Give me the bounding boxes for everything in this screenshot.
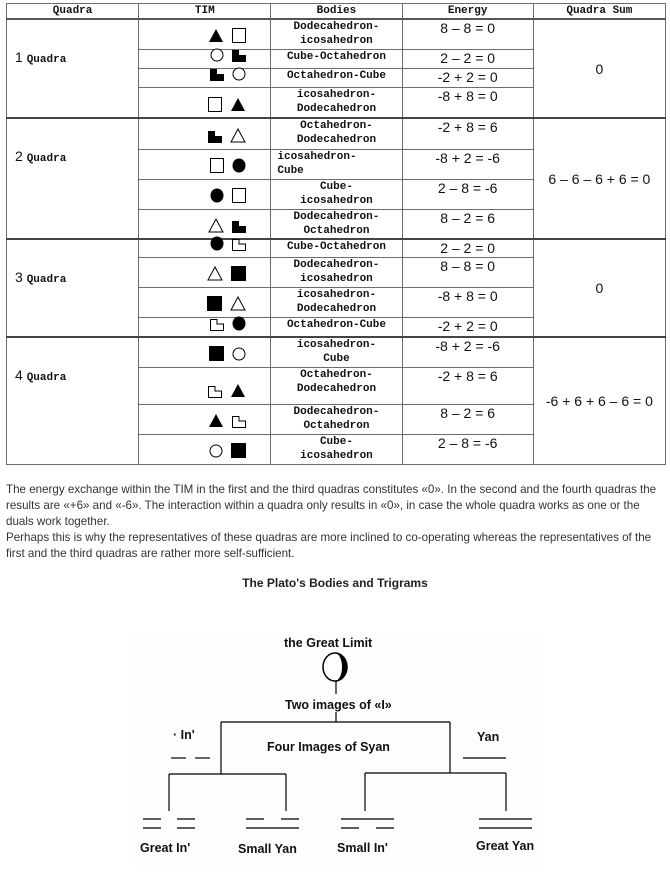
bodies-cell xyxy=(271,87,402,118)
square-filled-icon xyxy=(231,443,246,463)
bodies-cell xyxy=(271,287,402,317)
energy-cell: -8 + 2 = -6 xyxy=(402,337,533,367)
bodies-text: icosahedron xyxy=(300,272,373,285)
circle-outline-icon xyxy=(210,48,224,67)
tim-cell xyxy=(139,404,271,434)
bodies-text: icosahedron- xyxy=(296,88,377,101)
leaf-label-small-yan: Small Yan xyxy=(238,842,297,856)
bodies-text: icosahedron- xyxy=(296,288,377,301)
bodies-cell xyxy=(271,239,402,257)
bodies-cell xyxy=(271,149,402,179)
header-energy: Energy xyxy=(402,4,533,20)
energy-cell: 8 – 8 = 0 xyxy=(402,257,533,287)
header-quadra: Quadra xyxy=(7,4,139,20)
table-header-row xyxy=(7,4,666,20)
table-row xyxy=(7,337,666,367)
bodies-text: Dodecahedron- xyxy=(293,258,380,271)
square-filled-icon xyxy=(231,266,246,286)
quadra-label: Quadra xyxy=(26,274,67,286)
L-outline-icon xyxy=(232,238,246,256)
L-outline-icon xyxy=(208,385,222,403)
bodies-cell xyxy=(271,209,402,239)
trigram-diagram xyxy=(134,634,544,866)
bodies-text: Dodecahedron- xyxy=(293,210,380,223)
bodies-text: icosahedron xyxy=(300,35,373,47)
quadra-sum-cell: 0 xyxy=(533,239,665,337)
bodies-text: icosahedron xyxy=(300,194,373,207)
tim-cell xyxy=(139,239,271,257)
great-limit-moon-icon xyxy=(323,653,347,681)
bodies-text: Octahedron-Cube xyxy=(286,69,386,82)
bodies-cell xyxy=(271,49,402,68)
square-filled-icon xyxy=(207,296,222,316)
energy-cell: 8 – 8 = 0 xyxy=(402,19,533,49)
quadra-label: Quadra xyxy=(26,372,67,384)
energy-cell: -8 + 2 = -6 xyxy=(402,149,533,179)
quadra-name-cell xyxy=(7,19,139,118)
header-tim: TIM xyxy=(139,4,271,20)
yan-label: Yan xyxy=(477,730,500,744)
tim-cell xyxy=(139,337,271,367)
circle-filled-icon xyxy=(232,158,246,178)
table-row xyxy=(7,19,666,49)
tim-cell xyxy=(139,19,271,49)
bodies-cell xyxy=(271,317,402,337)
energy-cell: -2 + 2 = 0 xyxy=(402,68,533,87)
quadra-label: Quadra xyxy=(26,153,67,165)
tim-cell xyxy=(139,434,271,464)
circle-outline-icon xyxy=(232,67,246,86)
bodies-text: icosahedron xyxy=(300,449,373,462)
L-filled-icon xyxy=(210,68,224,86)
two-images-label: Two images of «I» xyxy=(285,698,392,712)
header-quadra-sum: Quadra Sum xyxy=(533,4,665,20)
bodies-text: Dodecahedron xyxy=(296,134,377,146)
bodies-cell xyxy=(271,337,402,367)
table-row xyxy=(7,118,666,149)
bodies-text: icosahedron- xyxy=(277,150,357,163)
quadra-sum-cell: 6 – 6 – 6 + 6 = 0 xyxy=(533,118,665,239)
tim-cell xyxy=(139,87,271,118)
energy-cell: 2 – 2 = 0 xyxy=(402,49,533,68)
bodies-text: Cube-Octahedron xyxy=(286,241,386,253)
square-outline-icon xyxy=(232,188,246,208)
circle-outline-icon xyxy=(209,444,223,463)
bodies-cell xyxy=(271,19,402,49)
quadra-label: Quadra xyxy=(26,54,67,66)
tim-cell xyxy=(139,287,271,317)
triangle-filled-icon xyxy=(230,383,246,403)
L-filled-icon xyxy=(232,220,246,238)
triangle-outline-icon xyxy=(230,296,246,316)
bodies-text: Octahedron xyxy=(303,419,370,432)
leaf-label-small-in: Small In' xyxy=(337,841,388,855)
tim-cell xyxy=(139,257,271,287)
tim-cell xyxy=(139,179,271,209)
energy-cell: -2 + 8 = 6 xyxy=(402,367,533,404)
four-images-label: Four Images of Syan xyxy=(267,740,390,754)
L-outline-icon xyxy=(232,415,246,433)
quadra-sum-cell: 0 xyxy=(533,19,665,118)
bodies-text: Cube-Octahedron xyxy=(286,50,386,63)
great-limit-label: the Great Limit xyxy=(284,636,373,650)
tim-cell xyxy=(139,149,271,179)
bodies-cell xyxy=(271,118,402,149)
circle-filled-icon xyxy=(210,188,224,208)
bodies-cell xyxy=(271,68,402,87)
great-in-trigram-icon xyxy=(143,819,195,828)
energy-cell: -8 + 8 = 0 xyxy=(402,87,533,118)
bodies-cell xyxy=(271,257,402,287)
triangle-outline-icon xyxy=(207,266,223,286)
circle-filled-icon xyxy=(210,236,224,256)
bodies-text: icosahedron- xyxy=(296,339,377,351)
tim-cell xyxy=(139,367,271,404)
small-yan-trigram-icon xyxy=(246,819,299,828)
bodies-text: Octahedron-Cube xyxy=(286,318,386,331)
bodies-cell xyxy=(271,434,402,464)
energy-cell: -8 + 8 = 0 xyxy=(402,287,533,317)
L-filled-icon xyxy=(208,130,222,148)
quadra-sum-cell: -6 + 6 + 6 – 6 = 0 xyxy=(533,337,665,464)
quadra-number: 1 xyxy=(15,49,23,65)
leaf-label-great-in: Great In' xyxy=(140,841,191,855)
quadra-number: 3 xyxy=(15,269,23,285)
bodies-text: Cube- xyxy=(319,435,353,448)
energy-cell: 2 – 2 = 0 xyxy=(402,239,533,257)
energy-cell: 2 – 8 = -6 xyxy=(402,179,533,209)
bodies-text: Cube xyxy=(323,353,350,365)
tim-cell xyxy=(139,68,271,87)
bodies-text: Cube- xyxy=(319,180,353,193)
table-row xyxy=(7,239,666,257)
quadras-energy-table xyxy=(6,3,666,465)
bodies-text: Cube xyxy=(277,164,304,177)
paragraph-energy-exchange: The energy exchange within the TIM in the first and the third quadras constitutes «0». In the second and the fourth quadras the results are «+6» and «-6». The interaction within a quadra only results in «0», in case the whole quadra works as one or the duals work together. xyxy=(6,483,657,528)
bodies-text: Dodecahedron- xyxy=(293,21,380,33)
triangle-filled-icon xyxy=(230,97,246,117)
paragraph-cooperation: Perhaps this is why the representatives of these quadras are more inclined to co-operating whereas the representatives of the first and the third quadras are rather more self-sufficient. xyxy=(6,531,652,560)
quadra-number: 2 xyxy=(15,148,23,164)
bodies-text: Dodecahedron- xyxy=(293,405,380,418)
tim-cell xyxy=(139,317,271,337)
energy-cell: 8 – 2 = 6 xyxy=(402,404,533,434)
tim-cell xyxy=(139,209,271,239)
bodies-cell xyxy=(271,179,402,209)
L-filled-icon xyxy=(232,49,246,67)
tim-cell xyxy=(139,49,271,68)
bodies-text: Dodecahedron xyxy=(296,102,377,115)
triangle-outline-icon xyxy=(208,218,224,238)
triangle-outline-icon xyxy=(230,128,246,148)
diagram-title: The Plato's Bodies and Trigrams xyxy=(242,576,428,590)
header-bodies: Bodies xyxy=(271,4,402,20)
circle-outline-icon xyxy=(232,347,246,366)
bodies-cell xyxy=(271,404,402,434)
square-outline-icon xyxy=(232,28,246,48)
square-filled-icon xyxy=(209,346,224,366)
energy-cell: 2 – 8 = -6 xyxy=(402,434,533,464)
bodies-text: Octahedron xyxy=(303,224,370,237)
quadra-name-cell xyxy=(7,337,139,464)
square-outline-icon xyxy=(210,158,224,178)
bodies-text: Octahedron- xyxy=(300,368,373,381)
energy-cell: -2 + 2 = 0 xyxy=(402,317,533,337)
quadra-name-cell xyxy=(7,118,139,239)
circle-filled-icon xyxy=(232,316,246,336)
square-outline-icon xyxy=(208,97,222,117)
great-yan-trigram-icon xyxy=(479,819,532,828)
leaf-label-great-yan: Great Yan xyxy=(476,839,535,853)
energy-cell: 8 – 2 = 6 xyxy=(402,209,533,239)
bodies-text: Octahedron- xyxy=(300,120,373,132)
triangle-filled-icon xyxy=(208,413,224,433)
quadra-number: 4 xyxy=(15,367,23,383)
in-label: · In' xyxy=(173,728,195,742)
triangle-filled-icon xyxy=(208,28,224,48)
L-outline-icon xyxy=(210,318,224,336)
bodies-text: Dodecahedron xyxy=(296,382,377,395)
tim-cell xyxy=(139,118,271,149)
bodies-cell xyxy=(271,367,402,404)
quadra-name-cell xyxy=(7,239,139,337)
bodies-text: Dodecahedron xyxy=(296,302,377,315)
small-in-trigram-icon xyxy=(341,819,394,828)
energy-cell: -2 + 8 = 6 xyxy=(402,118,533,149)
